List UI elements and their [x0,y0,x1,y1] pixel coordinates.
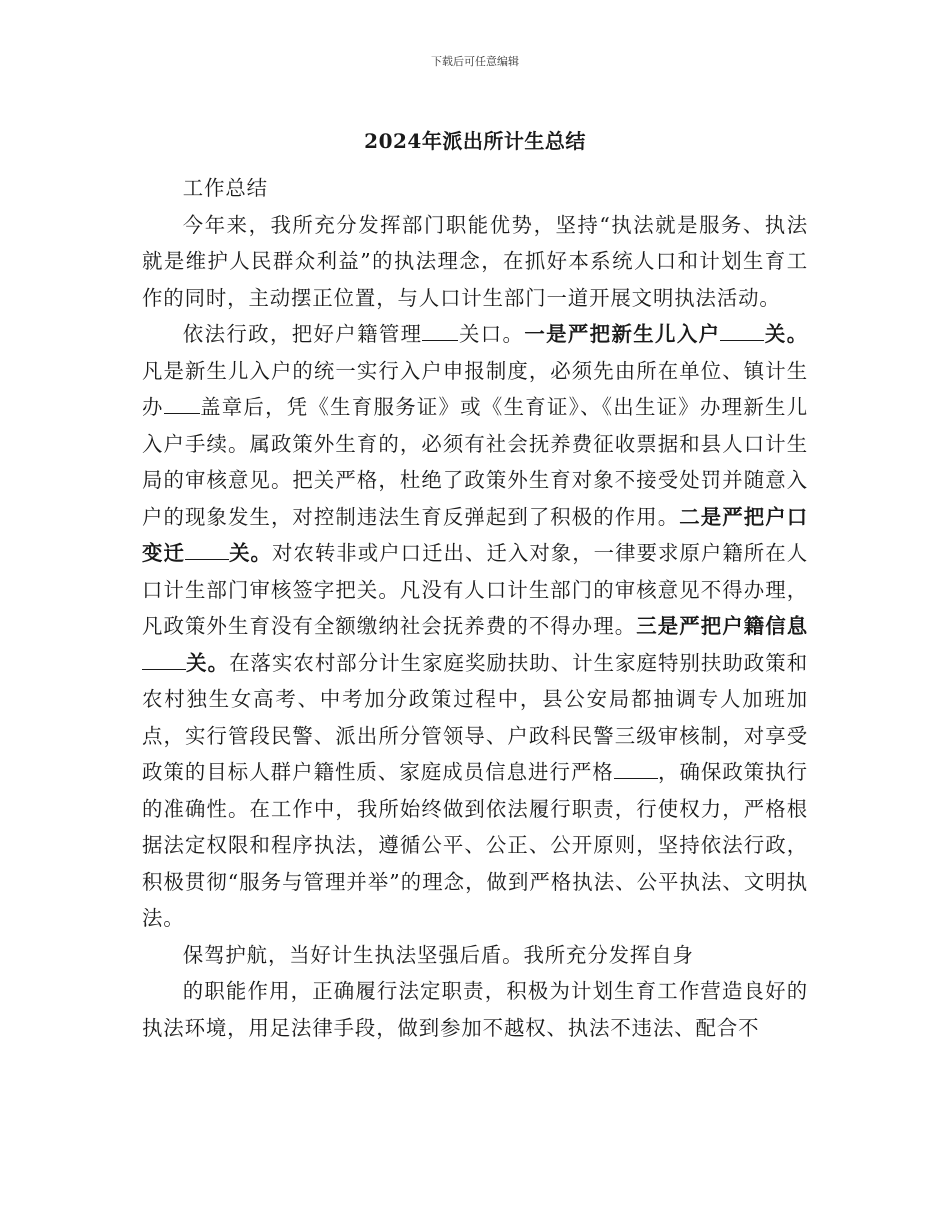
text-run: 依法行政，把好户籍管理 [182,322,423,346]
paragraph-household-registration [142,316,808,937]
blank-underline [422,340,458,341]
text-run: 凡是新生儿入户的统一实行入户申报制度，必须先由所在单位、镇计生办 [142,358,808,419]
bold-point-one-end: 关。 [764,322,808,346]
bold-point-two: 二是严把户口变迁 [142,504,808,565]
blank-underline [164,413,200,414]
text-run: 关口。 [458,322,525,346]
document-title: 2024年派出所计生总结 [364,129,586,153]
text-run: 在落实农村部分计生家庭奖励扶助、计生家庭特别扶助政策和农村独生女高考、中考加分政策过程中，县公安局都抽调专人加班加点，实行管段民警、派出所分管领导、户政科民警三级审核制，对享受政策的目标人群户籍性质、家庭成员信息进行严格 [142,650,808,784]
paragraph-support: 保驾护航，当好计生执法坚强后盾。我所充分发挥自身 [182,942,694,967]
bold-point-one: 一是严把新生儿入户 [524,322,721,346]
paragraph-support-continued: 的职能作用，正确履行法定职责，积极为计划生育工作营造良好的执法环境，用足法律手段，做到参加不越权、执法不违法、配合不 [142,979,808,1040]
blank-underline [614,778,658,779]
paragraph-intro: 今年来，我所充分发挥部门职能优势，坚持“执法就是服务、执法就是维护人民群众利益”的执法理念，在抓好本系统人口和计划生育工作的同时，主动摆正位置，与人口计生部门一道开展文明执法活动。 [142,212,808,310]
text-run: ，确保政策执行的准确性。在工作中，我所始终做到依法履行职责，行使权力，严格根据法定权限和程序执法，遵循公平、公正、公开原则，坚持依法行政，积极贯彻“服务与管理并举”的理念，做到严格执法、公平执法、文明执法。 [142,760,808,930]
document-body [142,170,808,1046]
bold-point-three: 三是严把户籍信息 [636,614,809,638]
bold-point-three-end: 关。 [186,650,230,675]
blank-underline [185,559,229,560]
paragraph-section-heading: 工作总结 [182,176,268,200]
page-header: 下载后可任意编辑 [431,55,519,68]
blank-underline [720,340,764,341]
text-run: 盖章后，凭《生育服务证》或《生育证》、《出生证》办理新生儿入户手续。属政策外生育的，必须有社会抚养费征收票据和县人口计生局的审核意见。把关严格，杜绝了政策外生育对象不接受处罚并随意入户的现象发生，对控制违法生育反弹起到了积极的作用。 [142,395,808,529]
text-run: 对农转非或户口迁出、迁入对象，一律要求原户籍所在人口计生部门审核签字把关。凡没有人口计生部门的审核意见不得办理，凡政策外生育没有全额缴纳社会抚养费的不得办理。 [142,541,808,638]
bold-point-two-end: 关。 [228,541,272,565]
blank-underline [142,669,186,670]
